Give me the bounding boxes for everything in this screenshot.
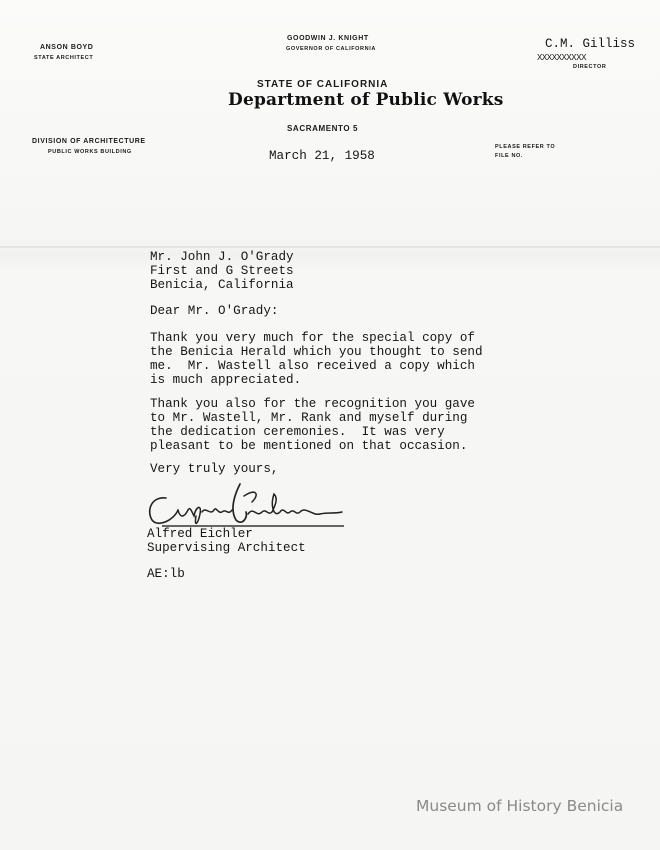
body-line: me. Mr. Wastell also received a copy which bbox=[150, 359, 475, 373]
governor-title: GOVERNOR OF CALIFORNIA bbox=[286, 46, 376, 52]
city-heading: SACRAMENTO 5 bbox=[287, 124, 359, 133]
refer-label: PLEASE REFER TO bbox=[495, 144, 556, 150]
address-line: First and G Streets bbox=[150, 264, 294, 278]
division-building: PUBLIC WORKS BUILDING bbox=[48, 149, 132, 155]
address-line: Mr. John J. O'Grady bbox=[150, 250, 294, 264]
signer-name: Alfred Eichler bbox=[147, 527, 253, 541]
paper-fold bbox=[0, 246, 660, 248]
file-no-label: FILE NO. bbox=[495, 153, 524, 159]
letter-date: March 21, 1958 bbox=[269, 149, 375, 163]
division-name: DIVISION OF ARCHITECTURE bbox=[32, 138, 146, 145]
body-line: to Mr. Wastell, Mr. Rank and myself during bbox=[150, 411, 468, 425]
governor-name: GOODWIN J. KNIGHT bbox=[287, 35, 369, 42]
director-title: DIRECTOR bbox=[573, 64, 607, 70]
closing: Very truly yours, bbox=[150, 462, 279, 476]
state-architect-title: STATE ARCHITECT bbox=[34, 55, 94, 61]
body-line: the dedication ceremonies. It was very bbox=[150, 425, 445, 439]
address-line: Benicia, California bbox=[150, 278, 294, 292]
body-line: the Benicia Herald which you thought to send bbox=[150, 345, 483, 359]
director-name: C.M. Gilliss bbox=[545, 37, 636, 51]
body-line: pleasant to be mentioned on that occasion. bbox=[150, 439, 468, 453]
director-strikeout: XXXXXXXXXX bbox=[537, 53, 587, 63]
signer-title: Supervising Architect bbox=[147, 541, 306, 555]
museum-watermark: Museum of History Benicia bbox=[416, 797, 624, 815]
department-heading: Department of Public Works bbox=[228, 90, 504, 110]
salutation: Dear Mr. O'Grady: bbox=[150, 304, 279, 318]
body-line: Thank you also for the recognition you gave bbox=[150, 397, 475, 411]
body-line: is much appreciated. bbox=[150, 373, 302, 387]
reference-initials: AE:lb bbox=[147, 567, 185, 581]
body-line: Thank you very much for the special copy of bbox=[150, 331, 475, 345]
state-heading: STATE OF CALIFORNIA bbox=[257, 79, 389, 90]
state-architect-name: ANSON BOYD bbox=[40, 44, 94, 51]
